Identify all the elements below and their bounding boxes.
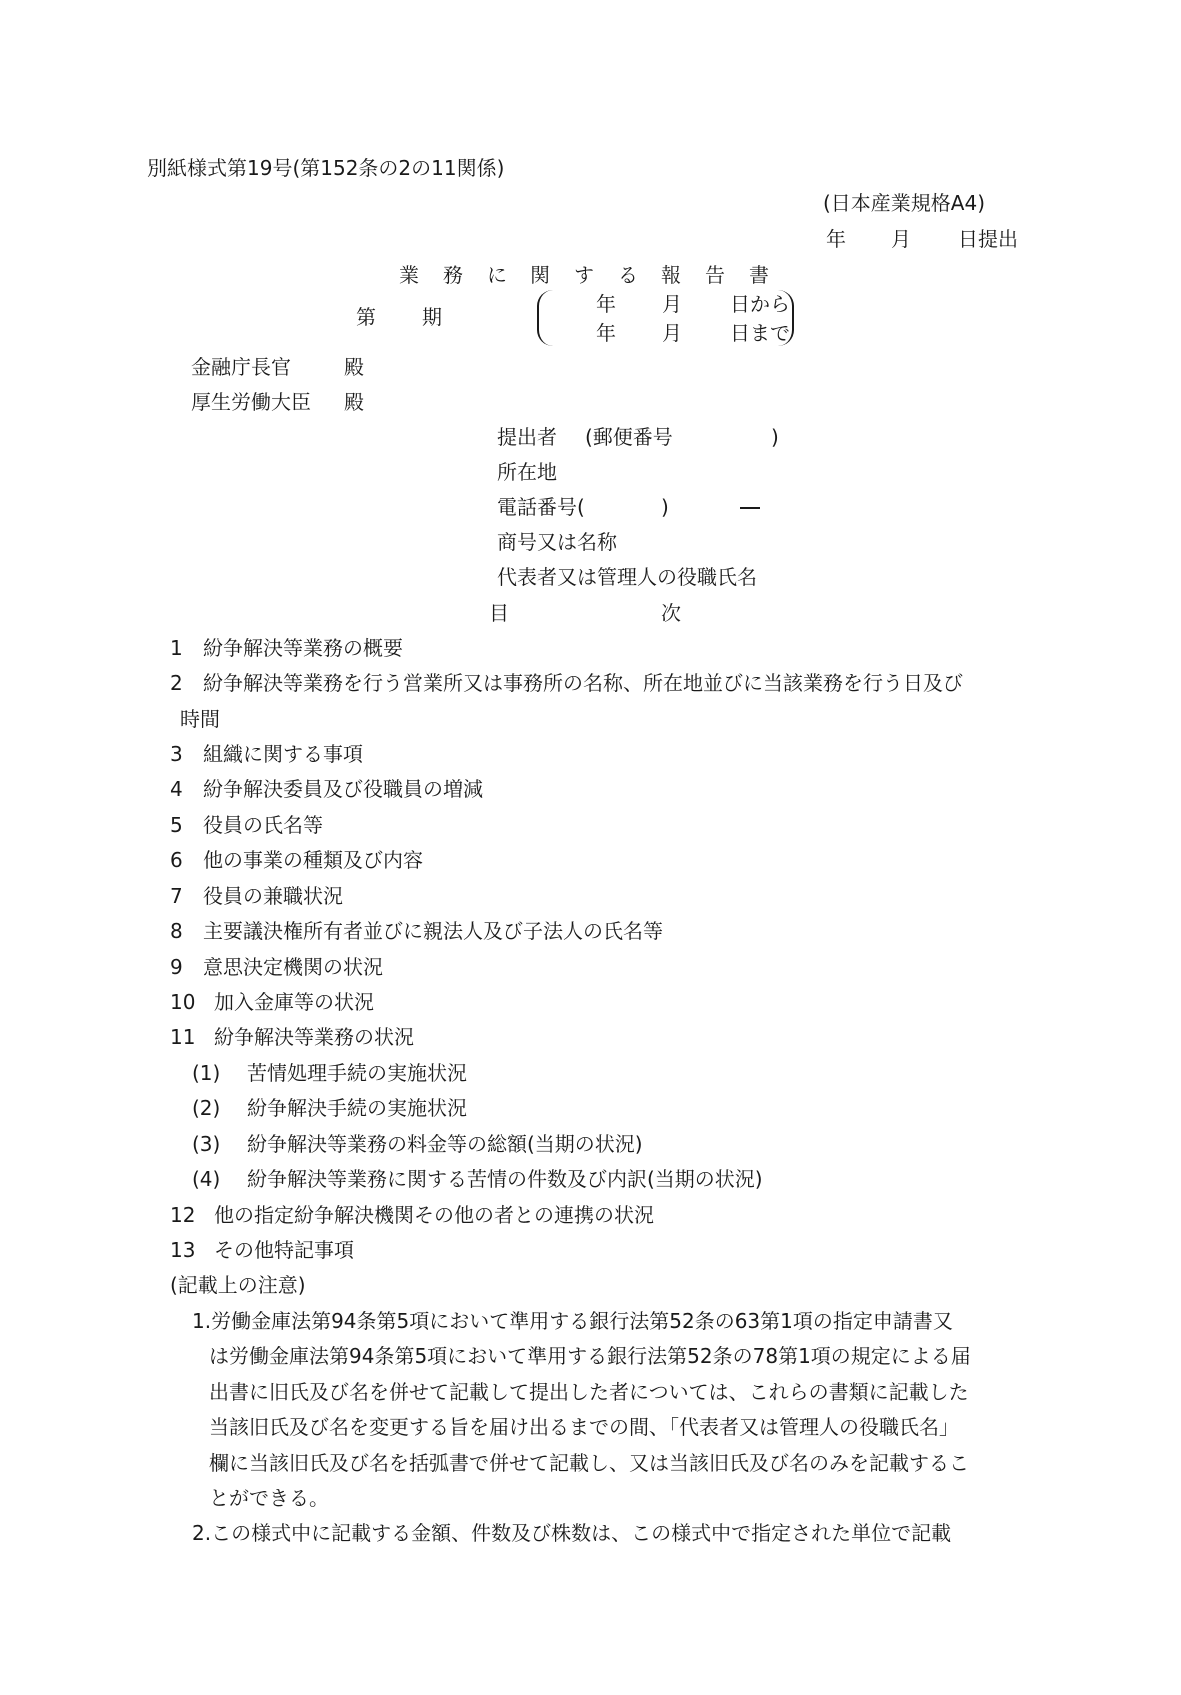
title-char: 業	[399, 263, 419, 287]
note-line: 2.この様式中に記載する金額、件数及び株数は、この様式中で指定された単位で記載	[192, 1521, 952, 1545]
period-dai: 第	[356, 305, 376, 329]
toc-item-text: 主要議決権所有者並びに親法人及び子法人の氏名等	[203, 919, 663, 943]
toc-item-text: 紛争解決等業務の状況	[214, 1025, 414, 1049]
period-from-month: 月	[662, 292, 682, 316]
toc-subitem-text: 紛争解決等業務に関する苦情の件数及び内訳(当期の状況)	[247, 1167, 763, 1191]
toc-item-number: 10	[170, 990, 196, 1014]
note-line: とができる。	[209, 1486, 329, 1510]
toc-subitem-number: (1)	[192, 1061, 221, 1085]
toc-item-number: 7	[170, 884, 183, 908]
period-left-bracket	[537, 290, 555, 346]
toc-item-text: 意思決定機関の状況	[203, 955, 383, 979]
period-to-day: 日まで	[730, 321, 790, 345]
addressee-fsa: 金融庁長官	[191, 355, 291, 379]
toc-item-text: 他の事業の種類及び内容	[203, 848, 423, 872]
toc-item-number: 5	[170, 813, 183, 837]
toc-subitem-text: 苦情処理手続の実施状況	[247, 1061, 467, 1085]
period-from-day: 日から	[730, 292, 790, 316]
toc-subitem-text: 紛争解決等業務の料金等の総額(当期の状況)	[247, 1132, 643, 1156]
toc-heading-left: 目	[489, 601, 509, 625]
note-line: 1.労働金庫法第94条第5項において準用する銀行法第52条の63第1項の指定申請書又	[192, 1309, 953, 1333]
toc-item-number: 6	[170, 848, 183, 872]
representative-label: 代表者又は管理人の役職氏名	[497, 565, 757, 589]
period-to-year: 年	[596, 321, 616, 345]
date-year-label: 年	[826, 227, 846, 251]
note-line: は労働金庫法第94条第5項において準用する銀行法第52条の78第1項の規定による届	[209, 1344, 971, 1368]
address-label: 所在地	[497, 460, 557, 484]
form-number: 別紙様式第19号(第152条の2の11関係)	[147, 156, 505, 180]
notes-heading: (記載上の注意)	[170, 1273, 306, 1297]
title-char: に	[487, 263, 507, 287]
toc-item-number: 4	[170, 777, 183, 801]
phone-close: )	[661, 495, 669, 519]
toc-item-text: 組織に関する事項	[203, 742, 363, 766]
postal-code-label: (郵便番号	[585, 425, 673, 449]
toc-item-number: 3	[170, 742, 183, 766]
title-char: る	[618, 263, 638, 287]
addressee-fsa-honorific: 殿	[344, 355, 364, 379]
toc-item-number: 1	[170, 636, 183, 660]
toc-item-text: 紛争解決等業務の概要	[203, 636, 403, 660]
addressee-mhlw: 厚生労働大臣	[191, 390, 311, 414]
toc-subitem-number: (2)	[192, 1096, 221, 1120]
toc-item-text: 紛争解決委員及び役職員の増減	[203, 777, 483, 801]
toc-item-text: 役員の兼職状況	[203, 884, 343, 908]
toc-item-number: 9	[170, 955, 183, 979]
title-char: 報	[661, 263, 681, 287]
toc-item-number: 2	[170, 671, 183, 695]
phone-dash	[740, 507, 760, 509]
title-char: 務	[443, 263, 463, 287]
title-char: す	[574, 263, 594, 287]
note-line: 当該旧氏及び名を変更する旨を届け出るまでの間、「代表者又は管理人の役職氏名」	[209, 1415, 959, 1439]
period-to-month: 月	[662, 321, 682, 345]
toc-item-number: 8	[170, 919, 183, 943]
title-char: 関	[530, 263, 550, 287]
date-month-label: 月	[891, 227, 911, 251]
paper-size-note: (日本産業規格A4)	[823, 191, 986, 215]
toc-subitem-number: (3)	[192, 1132, 221, 1156]
toc-item-number: 13	[170, 1238, 196, 1262]
date-submit-label: 日提出	[958, 227, 1018, 251]
toc-item-text: 役員の氏名等	[203, 813, 323, 837]
toc-item-text-continued: 時間	[180, 707, 220, 731]
note-line: 欄に当該旧氏及び名を括弧書で併せて記載し、又は当該旧氏及び名のみを記載するこ	[209, 1451, 969, 1475]
title-char: 告	[705, 263, 725, 287]
submitter-label: 提出者	[497, 425, 557, 449]
title-char: 書	[749, 263, 769, 287]
trade-name-label: 商号又は名称	[497, 530, 617, 554]
period-ki: 期	[422, 305, 442, 329]
toc-heading-right: 次	[661, 601, 681, 625]
toc-item-number: 11	[170, 1025, 196, 1049]
toc-item-text: 他の指定紛争解決機関その他の者との連携の状況	[214, 1203, 654, 1227]
toc-item-text: その他特記事項	[214, 1238, 354, 1262]
toc-item-number: 12	[170, 1203, 196, 1227]
note-line: 出書に旧氏及び名を併せて記載して提出した者については、これらの書類に記載した	[209, 1380, 969, 1404]
toc-item-text: 加入金庫等の状況	[214, 990, 374, 1014]
period-from-year: 年	[596, 292, 616, 316]
toc-subitem-text: 紛争解決手続の実施状況	[247, 1096, 467, 1120]
addressee-mhlw-honorific: 殿	[344, 390, 364, 414]
toc-item-text: 紛争解決等業務を行う営業所又は事務所の名称、所在地並びに当該業務を行う日及び	[203, 671, 963, 695]
postal-code-close: )	[771, 425, 779, 449]
toc-subitem-number: (4)	[192, 1167, 221, 1191]
phone-label: 電話番号(	[497, 495, 585, 519]
